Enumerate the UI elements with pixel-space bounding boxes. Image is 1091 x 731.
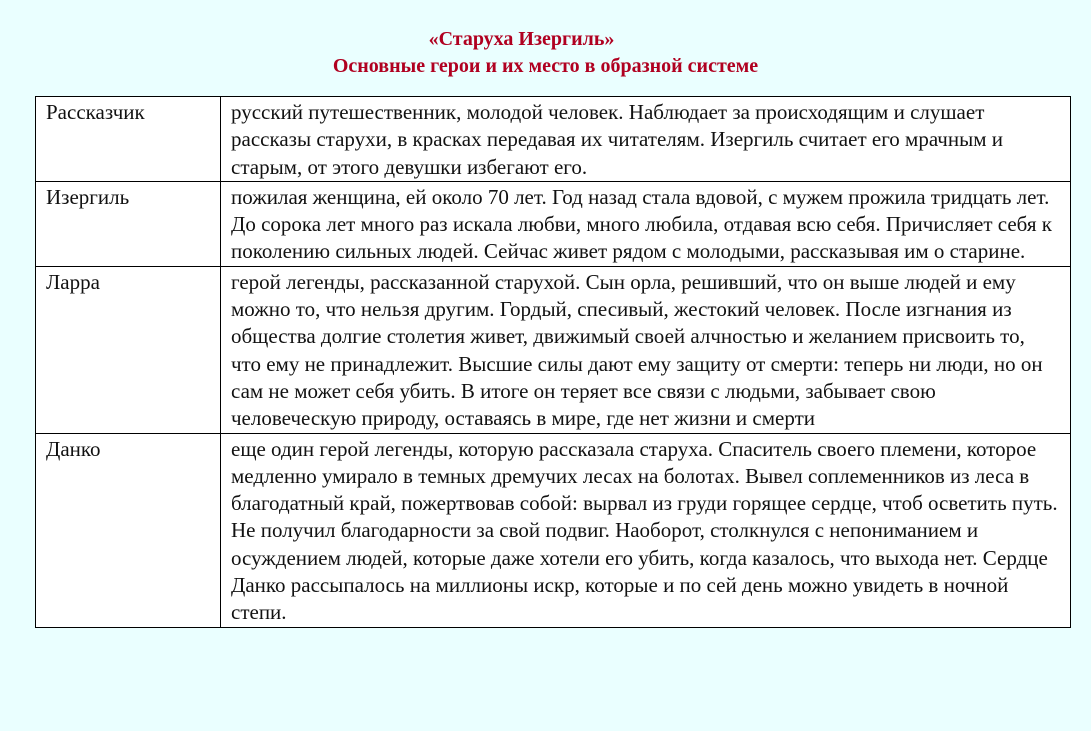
hero-description-cell: герой легенды, рассказанной старухой. Сын орла, решивший, что он выше людей и ему можно то, что нельзя другим. Гордый, спесивый, жестокий человек. После изгнания из общества долгие столетия живет, движимый своей алчностью и желанием присвоить то, что ему не принадлежит. Высшие силы дают ему защиту от смерти: теперь ни люди, но он сам не может себя убить. В итоге он теряет все связи с людьми, забывает свою человеческую природу, оставаясь в мире, где нет жизни и смерти: [221, 266, 1071, 433]
table-row: [36, 433, 1071, 627]
hero-name-cell: Изергиль: [36, 181, 221, 266]
document-title: «Старуха Изергиль»: [428, 28, 615, 50]
table-row: [36, 97, 1071, 182]
hero-name-cell: Ларра: [36, 266, 221, 433]
hero-description-cell: еще один герой легенды, которую рассказала старуха. Спаситель своего племени, которое медленно умирало в темных дремучих лесах на болотах. Вывел соплеменников из леса в благодатный край, пожертвовав собой: вырвал из груди горящее сердце, чтоб осветить путь. Не получил благодарности за свой подвиг. Наоборот, столкнулся с непониманием и осуждением людей, которые даже хотели его убить, когда казалось, что выхода нет. Сердце Данко рассыпалось на миллионы искр, которые и по сей день можно увидеть в ночной степи.: [221, 433, 1071, 627]
hero-description-cell: пожилая женщина, ей около 70 лет. Год назад стала вдовой, с мужем прожила тридцать лет. До сорока лет много раз искала любви, много любила, отдавая всю себя. Причисляет себя к поколению сильных людей. Сейчас живет рядом с молодыми, рассказывая им о старине.: [221, 181, 1071, 266]
table-row: [36, 181, 1071, 266]
hero-description-cell: русский путешественник, молодой человек. Наблюдает за происходящим и слушает рассказы старухи, в красках передавая их читателям. Изергиль считает его мрачным и старым, от этого девушки избегают его.: [221, 97, 1071, 182]
document-header: [0, 26, 1091, 80]
heroes-table: [35, 96, 1071, 628]
document-subtitle: Основные герои и их место в образной системе: [332, 55, 759, 77]
hero-name-cell: Данко: [36, 433, 221, 627]
hero-name-cell: Рассказчик: [36, 97, 221, 182]
table-row: [36, 266, 1071, 433]
